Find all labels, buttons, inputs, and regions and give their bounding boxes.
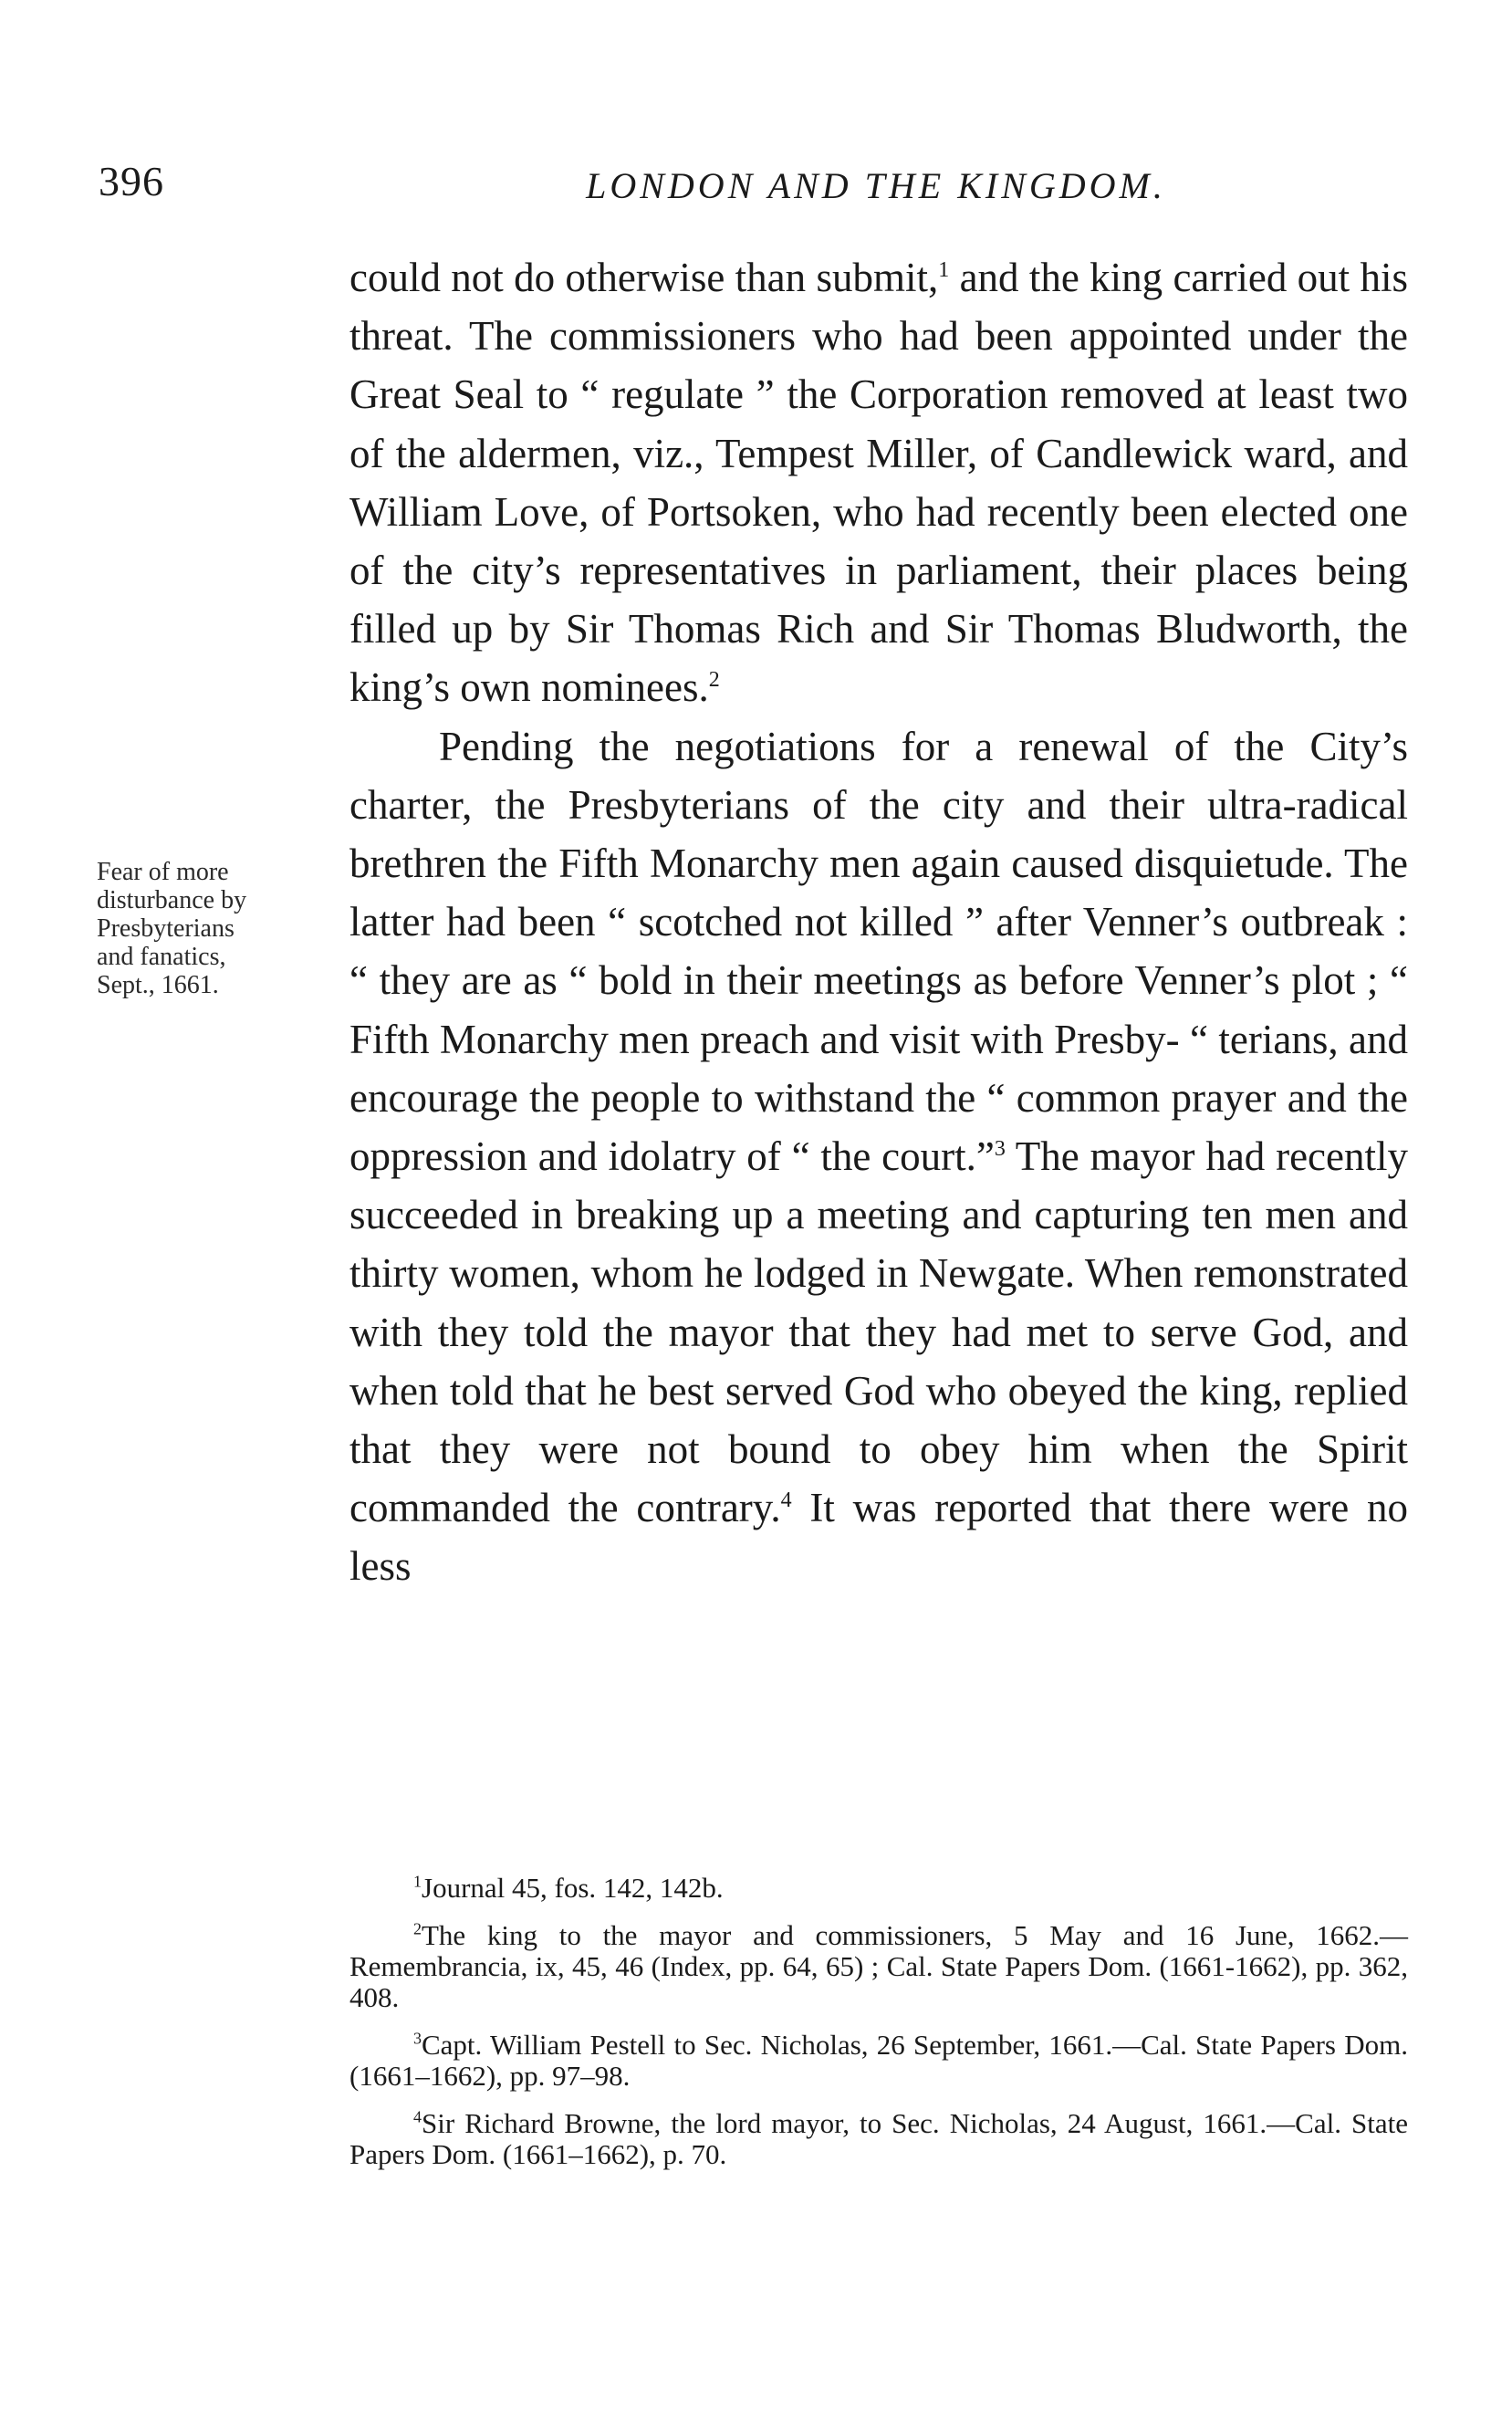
footnote-text: The king to the mayor and commissioners, 5 May and 16 June, 1662.—Remembrancia, ix, 45, 46 (Index, pp. 64, 65) ; Cal. State Papers Dom. (1661-1662), pp. 362, 408.: [349, 1919, 1408, 2013]
paragraph-1: [349, 248, 1408, 717]
footnote-ref: 4: [780, 1488, 792, 1513]
paragraph-text: and the king carried out his threat. The commissioners who had been appointed under the Great Seal to “ regulate ” the Corporation removed at least two of the aldermen, viz., Tempest Miller, of Candlewick ward, and William Love, of Portsoken, who had recently been elected one of the city’s representatives in parliament, their places being filled up by Sir Thomas Rich and Sir Thomas Bludworth, the king’s own nominees.: [349, 255, 1408, 711]
footnote: [349, 2108, 1408, 2170]
page-number: 396: [99, 158, 164, 204]
paragraph-text: Pending the negotiations for a renewal of the City’s charter, the Presbyterians of the city and their ultra-radical brethren the Fifth Monarchy men again caused disquietude. The latter had been “ scotched not killed ” after Venner’s outbreak : “ they are as “ bold in their meetings as before Venner’s plot ; “ Fifth Monarchy men preach and visit with Presby- “ terians, and encourage the people to withstand the “ common prayer and the oppression and idolatry of “ the court.”: [349, 723, 1408, 1180]
footnote-text: Capt. William Pestell to Sec. Nicholas, 26 September, 1661.—Cal. State Papers Dom. (1661–1662), pp. 97–98.: [349, 2029, 1408, 2092]
footnote-ref: 1: [938, 258, 950, 282]
paragraph-2: [349, 717, 1408, 1596]
footnotes: [349, 1873, 1408, 2187]
paragraph-text: could not do otherwise than submit,: [349, 255, 939, 300]
footnote: [349, 1873, 1408, 1904]
footnote-mark: 2: [413, 1919, 422, 1938]
margin-note-line: disturbance by: [97, 886, 247, 914]
body-text: [349, 248, 1408, 1596]
paragraph-text: The mayor had recently succeeded in breaking up a meeting and capturing ten men and thirty women, whom he lodged in Newgate. When remonstrated with they told the mayor that they had met to serve God, and when told that he best served God who obeyed the king, replied that they were not bound to obey him when the Spirit commanded the contrary.: [349, 1133, 1409, 1531]
margin-note: [97, 858, 316, 999]
footnote-text: Journal 45, fos. 142, 142b.: [422, 1872, 724, 1904]
margin-note-line: Presbyterians: [97, 914, 235, 943]
footnote-mark: 1: [413, 1872, 422, 1891]
running-title: LONDON AND THE KINGDOM.: [586, 165, 1166, 206]
footnote-mark: 3: [413, 2029, 422, 2048]
footnote-text: Sir Richard Browne, the lord mayor, to Sec. Nicholas, 24 August, 1661.—Cal. State Papers Dom. (1661–1662), p. 70.: [349, 2107, 1408, 2170]
footnote-ref: 2: [708, 668, 720, 693]
paragraph-text: It was reported that there were no less: [349, 1485, 1408, 1590]
margin-note-line: and fanatics,: [97, 943, 226, 971]
footnote: [349, 1920, 1408, 2013]
footnote: [349, 2030, 1408, 2092]
margin-note-line: Fear of more: [97, 858, 229, 886]
footnote-mark: 4: [413, 2107, 422, 2126]
margin-note-line: Sept., 1661.: [97, 971, 219, 999]
footnote-ref: 3: [994, 1137, 1006, 1162]
